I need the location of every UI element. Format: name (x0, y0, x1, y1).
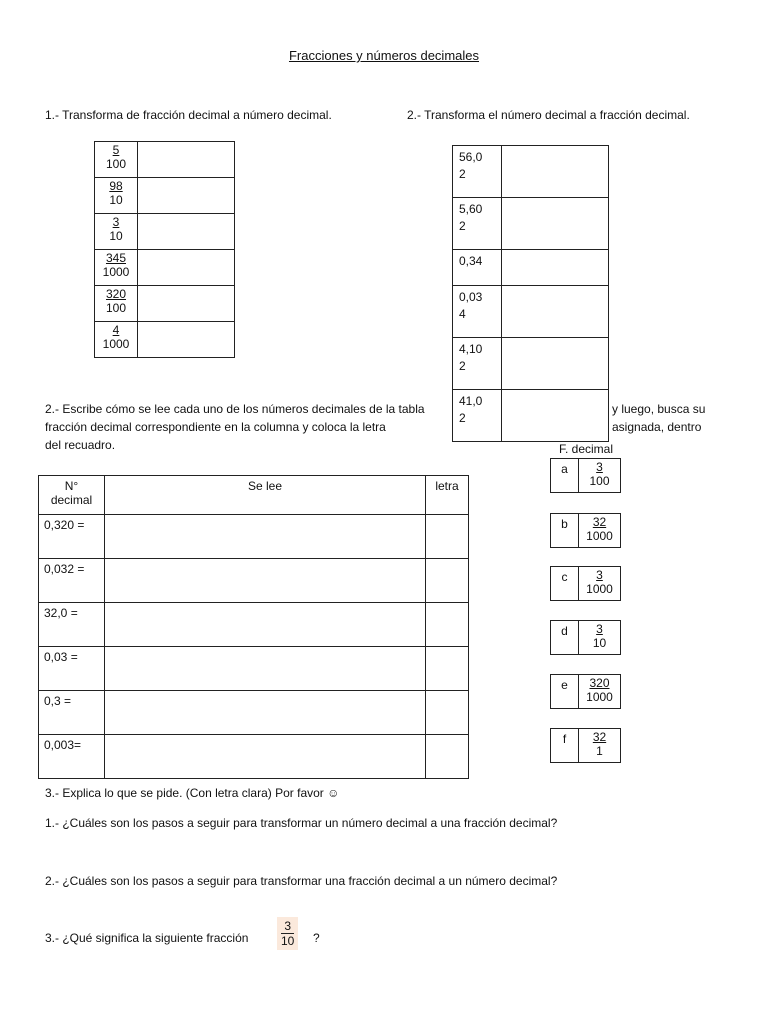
letra-cell (426, 735, 469, 779)
answer-cell (138, 142, 235, 178)
section2b-instructions: 2.- Escribe cómo se lee cada uno de los números decimales de la tabla fracción decimal correspondiente en la columna y coloca la letra del recuadro. (45, 402, 425, 452)
decimal-cell: 0,032 = (39, 559, 105, 603)
fraction-option-b (550, 513, 621, 548)
fraction-option-a (550, 458, 621, 493)
answer-cell (138, 250, 235, 286)
table-row (39, 691, 469, 735)
answer-cell (502, 286, 609, 338)
option-letter: f (551, 729, 579, 762)
fraction-option-d (550, 620, 621, 655)
fraction-cell: $\frac{345}{1000}$ (95, 250, 138, 286)
table-row (39, 603, 469, 647)
answer-cell (138, 214, 235, 250)
option-letter: c (551, 567, 579, 600)
option-fraction: 3 10 (592, 622, 607, 650)
letra-cell (426, 603, 469, 647)
table-row (39, 647, 469, 691)
table-row (39, 515, 469, 559)
fraction-option-c (550, 566, 621, 601)
fraction-cell: $\frac{5}{100}$ (95, 142, 138, 178)
fraction-to-decimal-table (94, 141, 235, 358)
option-fraction: 32 1000 (586, 515, 613, 543)
decimal-value-cell: 4,10 2 (453, 338, 502, 390)
option-letter: b (551, 514, 579, 547)
table-row (95, 214, 235, 250)
fraction-cell: $\frac{4}{1000}$ (95, 322, 138, 358)
table-row (95, 178, 235, 214)
section2a-heading: 2.- Transforma el número decimal a fracción decimal. (407, 108, 690, 122)
decimal-cell: 0,320 = (39, 515, 105, 559)
answer-cell (502, 390, 609, 442)
se-lee-cell (105, 735, 426, 779)
se-lee-cell (105, 559, 426, 603)
se-lee-cell (105, 691, 426, 735)
question-2: 2.- ¿Cuáles son los pasos a seguir para transformar una fracción decimal a un número decimal? (45, 874, 558, 888)
table-row (95, 286, 235, 322)
option-letter: a (551, 459, 579, 492)
table-row (453, 390, 609, 442)
decimal-cell: 0,3 = (39, 691, 105, 735)
fraction-option-e (550, 674, 621, 709)
decimal-cell: 32,0 = (39, 603, 105, 647)
decimal-value-cell: 0,34 (453, 250, 502, 286)
table-row (453, 198, 609, 250)
option-fraction: 3 100 (589, 460, 610, 488)
header-decimal: N° decimal (39, 476, 105, 515)
header-se-lee: Se lee (105, 476, 426, 515)
table-row (453, 146, 609, 198)
fraction-cell: $\frac{98}{10}$ (95, 178, 138, 214)
option-fraction: 320 1000 (586, 676, 613, 704)
decimal-reading-table (38, 475, 469, 779)
table-row (453, 250, 609, 286)
table-row (95, 322, 235, 358)
section1-heading: 1.- Transforma de fracción decimal a número decimal. (45, 108, 332, 122)
decimal-value-cell: 56,0 2 (453, 146, 502, 198)
header-letra: letra (426, 476, 469, 515)
se-lee-cell (105, 515, 426, 559)
se-lee-cell (105, 603, 426, 647)
answer-cell (138, 286, 235, 322)
decimal-value-cell: 0,03 4 (453, 286, 502, 338)
table-row (39, 559, 469, 603)
question-1: 1.- ¿Cuáles son los pasos a seguir para transformar un número decimal a una fracción decimal? (45, 816, 558, 830)
letra-cell (426, 647, 469, 691)
letra-cell (426, 559, 469, 603)
table-row (453, 286, 609, 338)
answer-cell (502, 146, 609, 198)
decimal-cell: 0,003= (39, 735, 105, 779)
section3-heading: 3.- Explica lo que se pide. (Con letra clara) Por favor ☺ (45, 786, 340, 800)
question-3-end: ? (313, 931, 320, 945)
table-row (95, 250, 235, 286)
table-row (453, 338, 609, 390)
fraction-column-label: F. decimal (559, 442, 614, 456)
answer-cell (138, 322, 235, 358)
question-3: 3.- ¿Qué significa la siguiente fracción (45, 931, 249, 945)
se-lee-cell (105, 647, 426, 691)
section2b-instructions-right: y luego, busca su asignada, dentro (612, 402, 706, 434)
decimal-to-fraction-table (452, 145, 609, 442)
decimal-cell: 0,03 = (39, 647, 105, 691)
option-letter: d (551, 621, 579, 654)
table-row (95, 142, 235, 178)
decimal-value-cell: 5,60 2 (453, 198, 502, 250)
question-3-fraction: $\frac{3}{10}$ (277, 917, 298, 950)
option-letter: e (551, 675, 579, 708)
letra-cell (426, 691, 469, 735)
decimal-value-cell: 41,0 2 (453, 390, 502, 442)
answer-cell (138, 178, 235, 214)
option-fraction: 32 1 (592, 730, 607, 758)
page-title: Fracciones y números decimales (288, 48, 480, 63)
table-row (39, 735, 469, 779)
answer-cell (502, 338, 609, 390)
option-fraction: 3 1000 (586, 568, 613, 596)
answer-cell (502, 250, 609, 286)
letra-cell (426, 515, 469, 559)
answer-cell (502, 198, 609, 250)
table-header-row (39, 476, 469, 515)
fraction-cell: $\frac{320}{100}$ (95, 286, 138, 322)
fraction-cell: $\frac{3}{10}$ (95, 214, 138, 250)
fraction-option-f (550, 728, 621, 763)
